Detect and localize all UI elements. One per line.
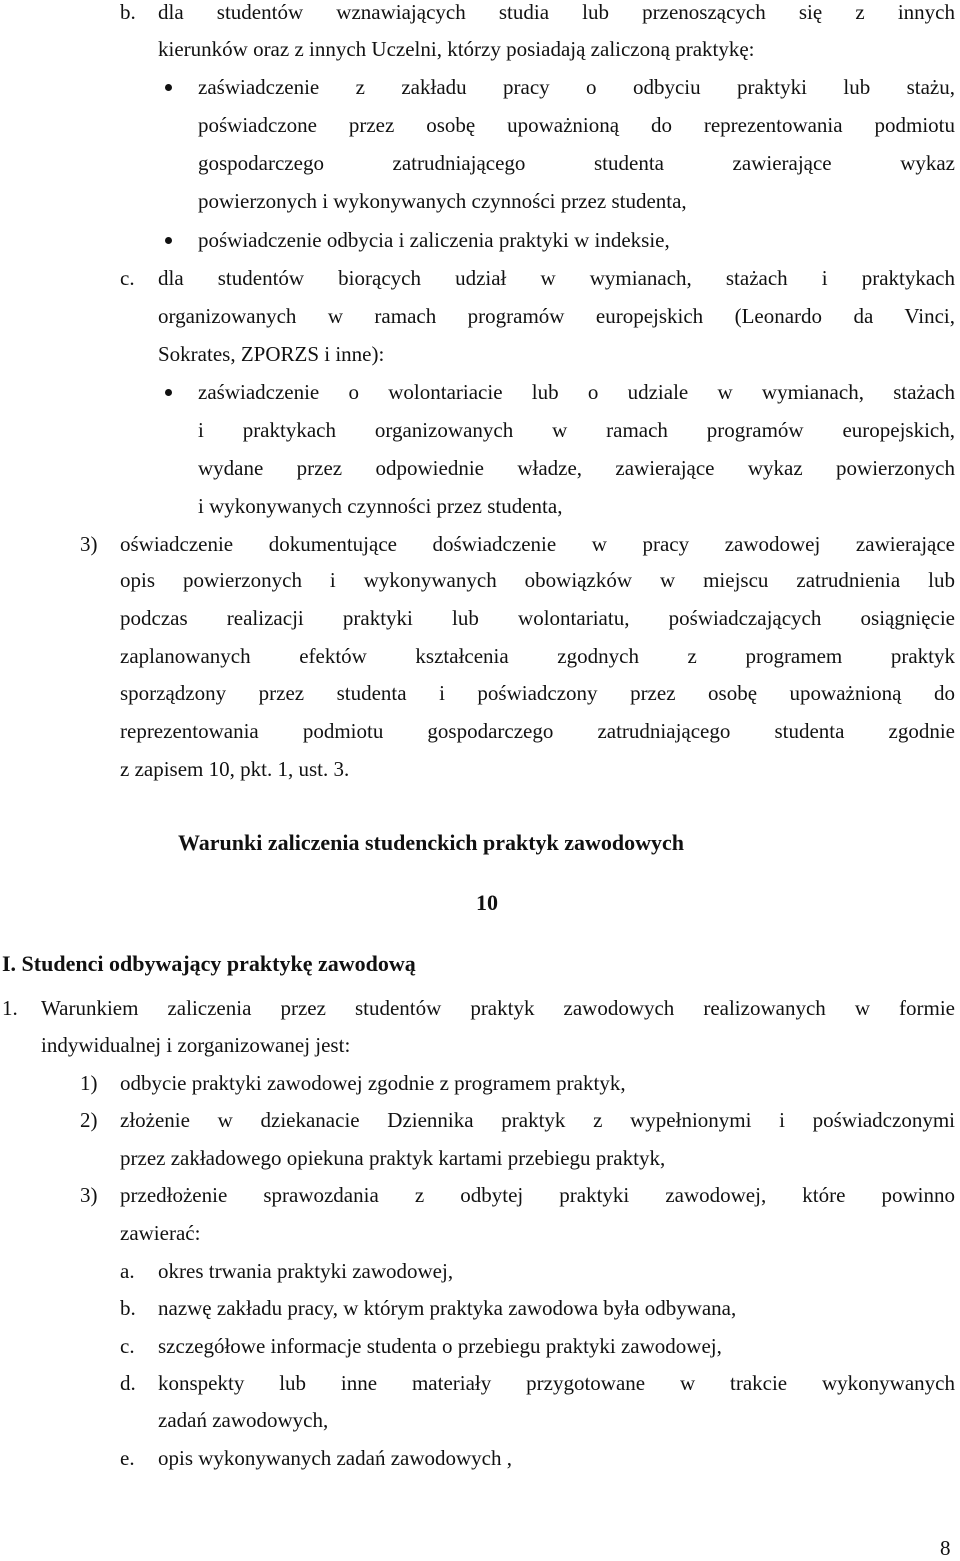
item-3-line-1: oświadczenie dokumentujące doświadczenie w pracy zawodowej zawierające <box>120 532 955 556</box>
item-3-line-7: z zapisem 10, pkt. 1, ust. 3. <box>120 757 350 781</box>
item-c-line-2: organizowanych w ramach programów europejskich (Leonardo da Vinci, <box>158 304 955 328</box>
section-heading: Warunki zaliczenia studenckich praktyk zawodowych <box>178 830 685 855</box>
list-item-3-line-2: zawierać: <box>120 1221 201 1245</box>
item-b-bullet1-line-1: zaświadczenie z zakładu pracy o odbyciu praktyki lub stażu, <box>198 75 955 99</box>
item-3-label: 3) <box>80 532 98 556</box>
list-item-3-line-1: przedłożenie sprawozdania z odbytej praktyki zawodowej, które powinno <box>120 1183 955 1207</box>
item-3-line-2: opis powierzonych i wykonywanych obowiązków w miejscu zatrudnienia lub <box>120 568 955 592</box>
item-c-bullet-line-2: i praktykach organizowanych w ramach programów europejskich, <box>198 418 955 442</box>
sublist-item-d-line-2: zadań zawodowych, <box>158 1408 329 1432</box>
list-item-2-line-2: przez zakładowego opiekuna praktyk kartami przebiegu praktyk, <box>120 1146 666 1170</box>
section-number: 10 <box>476 890 498 915</box>
item-c-bullet-line-4: i wykonywanych czynności przez studenta, <box>198 494 563 518</box>
item-b-line-1: dla studentów wznawiających studia lub przenoszących się z innych <box>158 0 955 24</box>
item-b-bullet2: poświadczenie odbycia i zaliczenia praktyki w indeksie, <box>198 228 670 252</box>
sublist-item-label: e. <box>120 1446 135 1470</box>
item-3-line-5: sporządzony przez studenta i poświadczony przez osobę upoważnioną do <box>120 681 955 705</box>
item-c-bullet-line-1: zaświadczenie o wolontariacie lub o udziale w wymianach, stażach <box>198 380 955 404</box>
item-b-bullet1-line-2: poświadczone przez osobę upoważnioną do reprezentowania podmiotu <box>198 113 955 137</box>
list-item-label: 2) <box>80 1108 98 1132</box>
list-item-1-line-1: odbycie praktyki zawodowej zgodnie z programem praktyk, <box>120 1071 626 1095</box>
list-item-label: 1) <box>80 1071 98 1095</box>
bullet-icon <box>165 84 172 91</box>
para-1-label: 1. <box>2 996 18 1020</box>
item-3-line-6: reprezentowania podmiotu gospodarczego zatrudniającego studenta zgodnie <box>120 719 955 743</box>
page-number: 8 <box>940 1536 951 1560</box>
bullet-icon <box>165 237 172 244</box>
sublist-item-b: nazwę zakładu pracy, w którym praktyka zawodowa była odbywana, <box>158 1296 737 1320</box>
item-b-bullet1-line-4: powierzonych i wykonywanych czynności przez studenta, <box>198 189 687 213</box>
sublist-item-label: d. <box>120 1371 136 1395</box>
item-c-bullet-line-3: wydane przez odpowiednie władze, zawierające wykaz powierzonych <box>198 456 955 480</box>
sublist-item-a: okres trwania praktyki zawodowej, <box>158 1259 454 1283</box>
item-c-label: c. <box>120 266 135 290</box>
para-1-line-2: indywidualnej i zorganizowanej jest: <box>41 1033 351 1057</box>
item-b-bullet1-line-3: gospodarczego zatrudniającego studenta zawierające wykaz <box>198 151 955 175</box>
bullet-icon <box>165 389 172 396</box>
item-b-line-2: kierunków oraz z innych Uczelni, którzy posiadają zaliczoną praktykę: <box>158 37 755 61</box>
item-3-line-4: zaplanowanych efektów kształcenia zgodnych z programem praktyk <box>120 644 955 668</box>
para-1-line-1: Warunkiem zaliczenia przez studentów praktyk zawodowych realizowanych w formie <box>41 996 955 1020</box>
subheading: I. Studenci odbywający praktykę zawodową <box>2 951 416 976</box>
sublist-item-e: opis wykonywanych zadań zawodowych , <box>158 1446 512 1470</box>
item-3-line-3: podczas realizacji praktyki lub wolontariatu, poświadczających osiągnięcie <box>120 606 955 630</box>
item-b-label: b. <box>120 0 136 24</box>
item-c-line-1: dla studentów biorących udział w wymianach, stażach i praktykach <box>158 266 955 290</box>
sublist-item-c: szczegółowe informacje studenta o przebiegu praktyki zawodowej, <box>158 1334 722 1358</box>
list-item-2-line-1: złożenie w dziekanacie Dziennika praktyk z wypełnionymi i poświadczonymi <box>120 1108 955 1132</box>
sublist-item-label: b. <box>120 1296 136 1320</box>
sublist-item-label: c. <box>120 1334 135 1358</box>
sublist-item-label: a. <box>120 1259 135 1283</box>
list-item-label: 3) <box>80 1183 98 1207</box>
item-c-line-3: Sokrates, ZPORZS i inne): <box>158 342 385 366</box>
sublist-item-d-line-1: konspekty lub inne materiały przygotowane w trakcie wykonywanych <box>158 1371 955 1395</box>
